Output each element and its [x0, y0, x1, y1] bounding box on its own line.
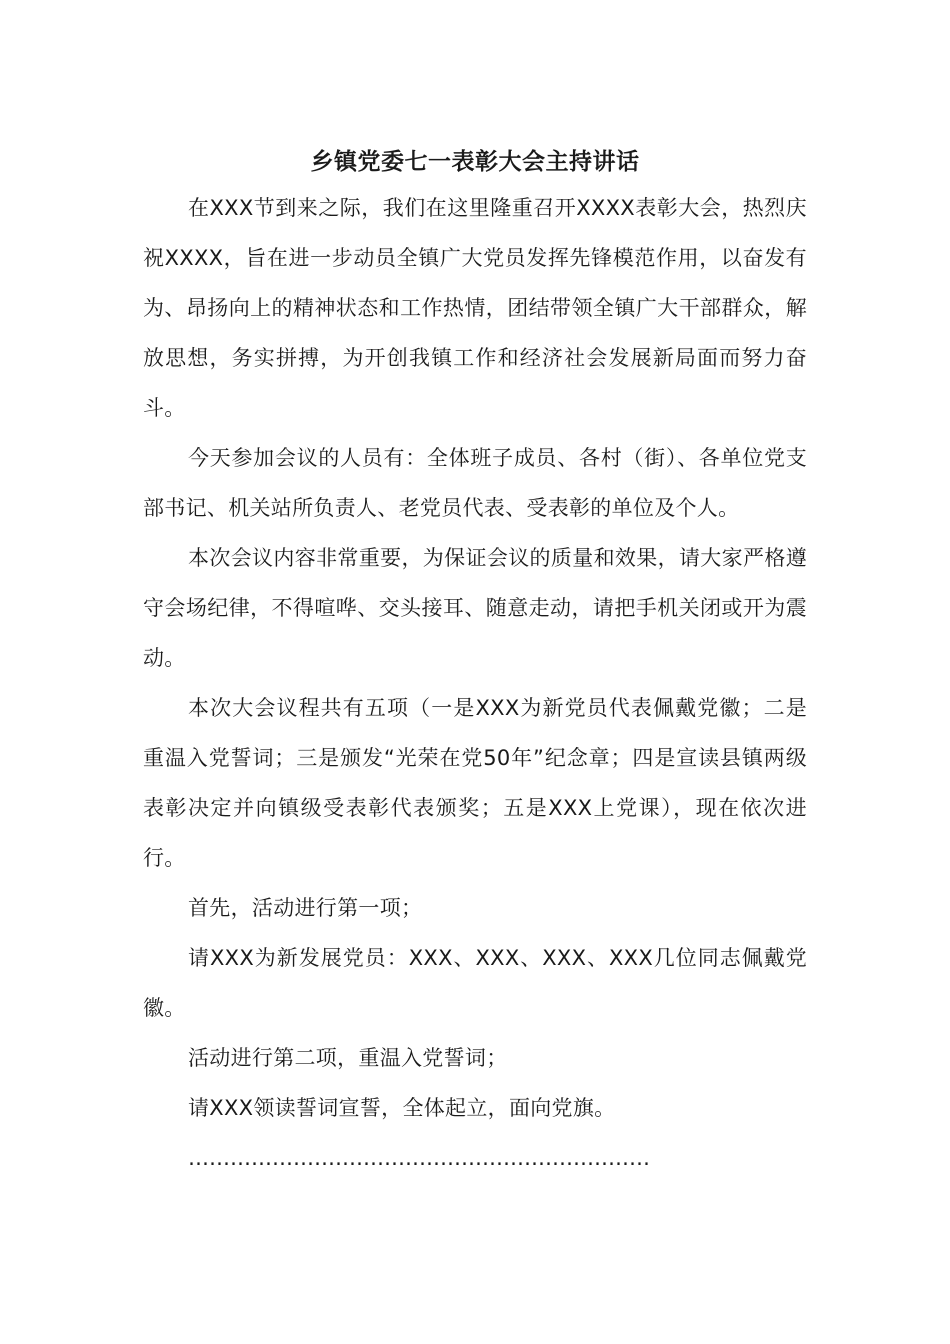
paragraph-item-two: 活动进行第二项，重温入党誓词；: [188, 1046, 508, 1070]
document-title: 乡镇党委七一表彰大会主持讲话: [310, 149, 640, 175]
paragraph-attendees: 今天参加会议的人员有：全体班子成员、各村（街）、各单位党支部书记、机关站所负责人、老党员代表、受表彰的单位及个人。: [143, 446, 807, 520]
paragraph-opening: 在XXX节到来之际，我们在这里隆重召开XXXX表彰大会，热烈庆祝XXXX，旨在进一步动员全镇广大党员发挥先锋模范作用，以奋发有为、昂扬向上的精神状态和工作热情，团结带领全镇广大干部群众，解放思想，务实拼搏，为开创我镇工作和经济社会发展新局面而努力奋斗。: [143, 196, 807, 420]
paragraph-badge-ceremony: 请XXX为新发展党员：XXX、XXX、XXX、XXX几位同志佩戴党徽。: [143, 946, 807, 1020]
paragraph-oath: 请XXX领读誓词宣誓，全体起立，面向党旗。: [188, 1096, 616, 1120]
paragraph-agenda: 本次大会议程共有五项（一是XXX为新党员代表佩戴党徽；二是重温入党誓词；三是颁发“光荣在党50年”纪念章；四是宣读县镇两级表彰决定并向镇级受表彰代表颁奖；五是XXX上党课），现在依次进行。: [143, 696, 807, 870]
paragraph-discipline: 本次会议内容非常重要，为保证会议的质量和效果，请大家严格遵守会场纪律，不得喧哗、交头接耳、随意走动，请把手机关闭或开为震动。: [143, 546, 807, 670]
paragraph-item-one: 首先，活动进行第一项；: [188, 896, 423, 920]
document-body: [143, 142, 807, 1183]
ellipsis-line: …………………………………………………………: [188, 1146, 650, 1170]
